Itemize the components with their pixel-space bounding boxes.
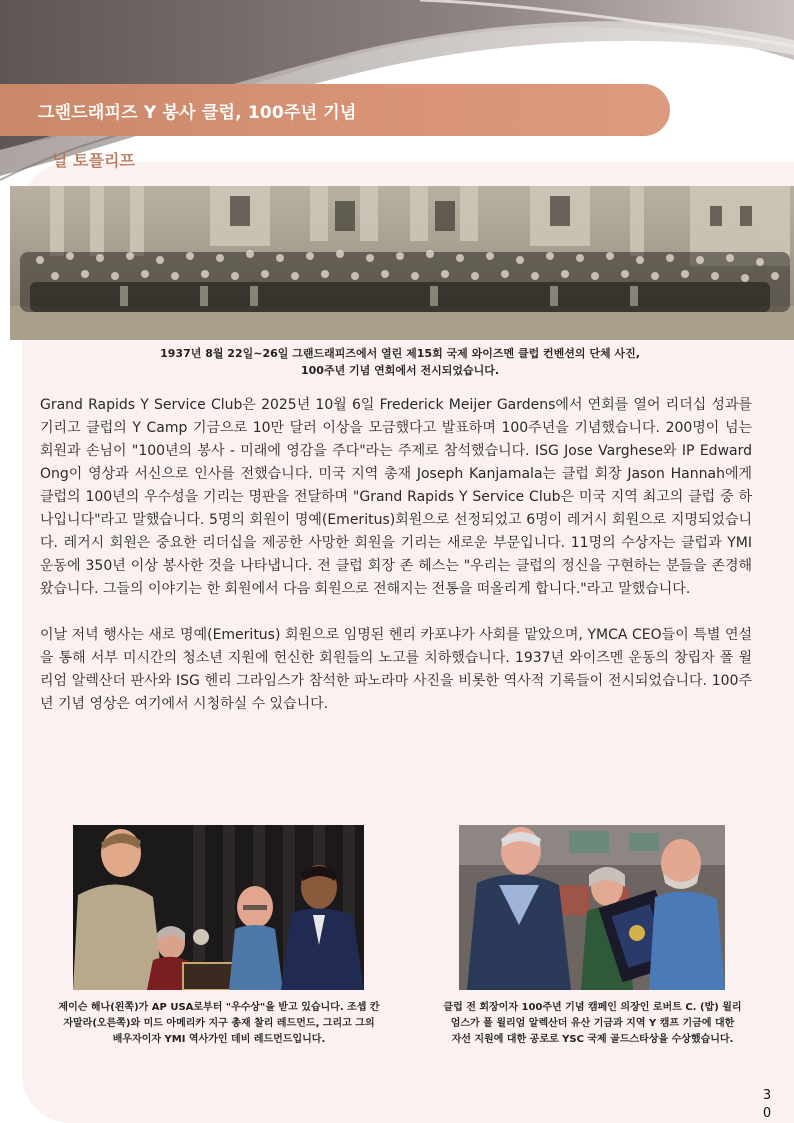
panorama-caption-line-1: 1937년 8월 22일~26일 그랜드래피즈에서 열린 제15회 국제 와이즈멘 클럽 컨벤션의 단체 사진,	[160, 347, 640, 360]
article-paragraph-1: Grand Rapids Y Service Club은 2025년 10월 6일 Frederick Meijer Gardens에서 연회를 열어 리더십 성과를 기리고 클럽의 Y Camp 기금으로 10만 달러 이상을 모금했다고 발표하며 100주년을 기념했습니다. 200명이 넘는 회원과 손님이 "100년의 봉사 - 미래에 영감을 주다"라는 주제로 참석했습니다. ISG Jose Varghese와 IP Edward Ong이 영상과 서신으로 인사를 전했습니다. 미국 지역 총재 Joseph Kanjamala는 클럽 회장 Jason Hannah에게 클럽의 100년의 우수성을 기리는 명판을 전달하며 "Grand Rapids Y Service Club은 미국 지역 최고의 클럽 중 하나입니다"라고 말했습니다. 5명의 회원이 명예(Emeritus)회원으로 선정되었고 6명이 레거시 회원으로 지명되었습니다. 레거시 회원은 중요한 리더십을 제공한 사망한 회원을 기리는 새로운 부문입니다. 11명의 수상자는 클럽과 YMI 운동에 350년 이상 봉사한 것을 나타냅니다. 전 클럽 회장 존 헤스는 "우리는 클럽의 정신을 구현하는 분들을 존경해 왔습니다. 그들의 이야기는 한 회원에서 다음 회원으로 전해지는 전통을 떠올리게 합니다."라고 말했습니다.	[40, 397, 752, 597]
award-photo-left	[73, 825, 364, 990]
panorama-group-photo	[10, 186, 794, 340]
article-body	[40, 394, 752, 716]
left-caption-line-3: 배우자이자 YMI 역사가인 데비 레드먼드입니다.	[112, 1034, 326, 1045]
author-name: 닐 토플리프	[52, 151, 135, 170]
title-banner	[0, 84, 670, 136]
right-caption-line-2: 엄스가 폴 윌리엄 알렉산더 유산 기금과 지역 Y 캠프 기금에 대한	[450, 1018, 735, 1029]
right-caption-line-3: 자선 지원에 대한 공로로 YSC 국제 골드스타상을 수상했습니다.	[451, 1034, 734, 1045]
panorama-caption-line-2: 100주년 기념 연회에서 전시되었습니다.	[300, 364, 500, 377]
page-number: 30	[762, 1088, 772, 1121]
article-paragraph-2: 이날 저녁 행사는 새로 명예(Emeritus) 회원으로 임명된 헨리 카포냐가 사회를 맡았으며, YMCA CEO들이 특별 연설을 통해 서부 미시간의 청소년 지원에 헌신한 회원들의 노고를 치하했습니다. 1937년 와이즈멘 운동의 창립자 폴 윌리엄 알렉산더 판사와 ISG 헨리 그라임스가 참석한 파노라마 사진을 비롯한 역사적 기록들이 전시되었습니다. 100주년 기념 영상은 여기에서 시청하실 수 있습니다.	[40, 627, 752, 712]
panorama-caption	[60, 345, 740, 379]
right-caption-line-1: 클럽 전 회장이자 100주년 기념 캠페인 의장인 로버트 C. (밥) 윌리	[443, 1002, 742, 1013]
right-photo-caption	[420, 1000, 765, 1048]
left-photo-caption	[34, 1000, 404, 1048]
left-caption-line-1: 제이슨 해나(왼쪽)가 AP USA로부터 "우수상"을 받고 있습니다. 조셉 칸	[58, 1002, 380, 1013]
article-title: 그랜드래피즈 Y 봉사 클럽, 100주년 기념	[38, 102, 357, 123]
left-caption-line-2: 자말라(오른쪽)와 미드 아메리카 지구 총재 찰리 레드먼드, 그리고 그의	[63, 1018, 375, 1029]
award-photo-right	[459, 825, 725, 990]
